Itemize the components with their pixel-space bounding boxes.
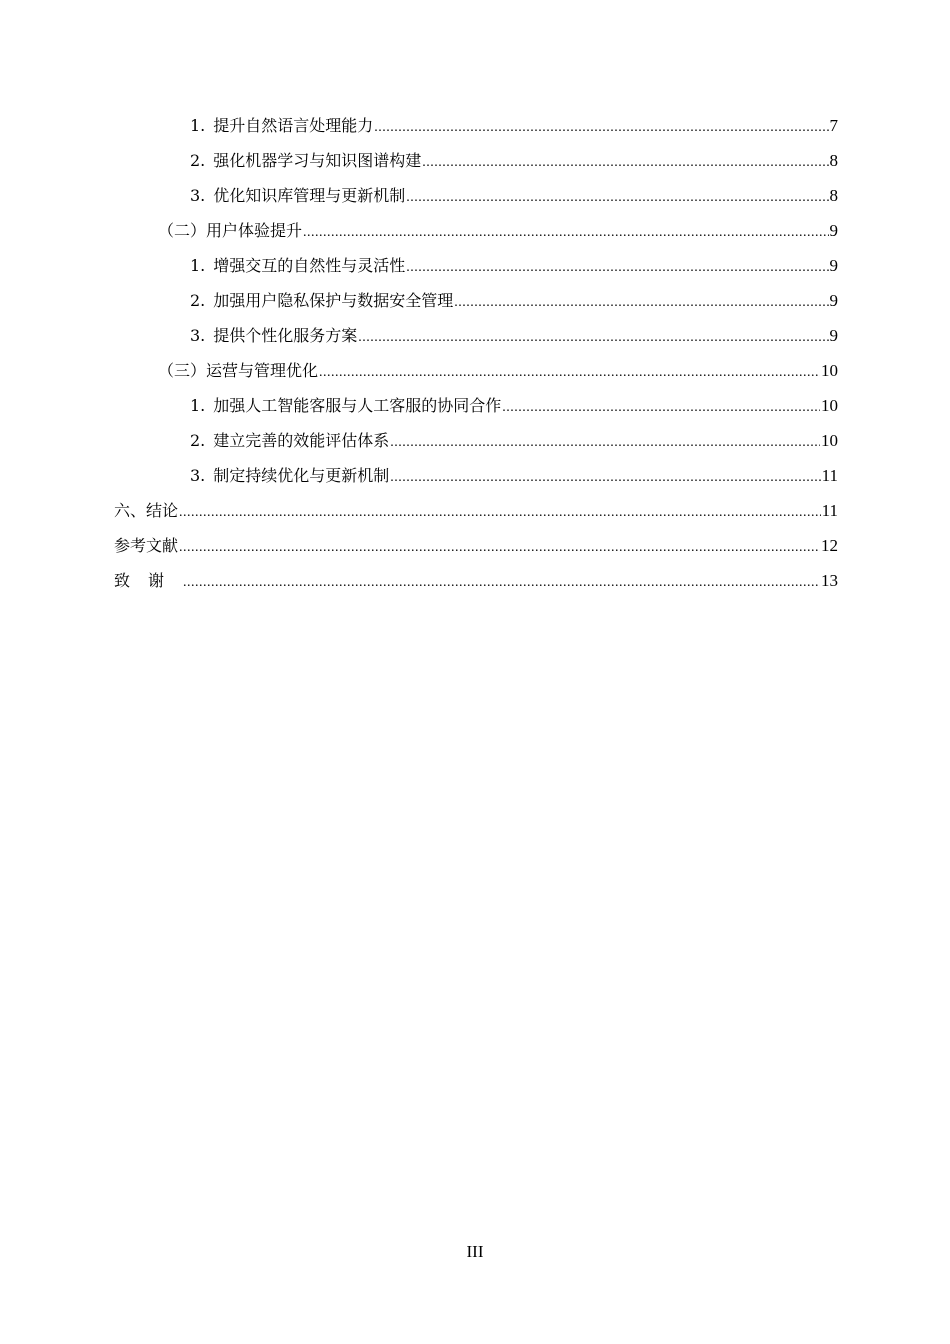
- toc-entry-page: 7: [829, 116, 838, 135]
- toc-section-entry[interactable]: [114, 215, 838, 250]
- toc-entry-page: 13: [821, 571, 838, 590]
- toc-entry-page: 10: [821, 396, 838, 415]
- toc-leader-dots: [179, 497, 821, 528]
- toc-entry-title: 参考文献: [114, 536, 179, 555]
- toc-chapter-entry[interactable]: [114, 565, 838, 600]
- toc-leader-dots: [179, 532, 820, 563]
- toc-entry-page: 8: [829, 186, 838, 205]
- toc-entry-page: 9: [829, 291, 838, 310]
- toc-leader-dots: [303, 217, 828, 248]
- toc-chapter-entry[interactable]: [114, 530, 838, 565]
- toc-entry-title: 提升自然语言处理能力: [213, 116, 374, 135]
- table-of-contents: [114, 110, 838, 600]
- toc-entry[interactable]: [114, 390, 838, 425]
- toc-entry-page: 9: [829, 221, 838, 240]
- toc-entry-page: 12: [821, 536, 838, 555]
- toc-entry-title: 致谢: [114, 571, 183, 590]
- toc-entry[interactable]: [114, 110, 838, 145]
- toc-entry-title: 六、结论: [114, 501, 179, 520]
- toc-entry-title: 优化知识库管理与更新机制: [213, 186, 406, 205]
- toc-entry-title: 制定持续优化与更新机制: [213, 466, 390, 485]
- toc-leader-dots: [390, 462, 820, 493]
- toc-entry-number: 2.: [190, 431, 206, 450]
- toc-leader-dots: [502, 392, 820, 423]
- toc-entry[interactable]: [114, 320, 838, 355]
- toc-entry-number: 3.: [190, 326, 206, 345]
- toc-entry-page: 11: [821, 466, 838, 485]
- toc-entry[interactable]: [114, 460, 838, 495]
- toc-entry-page: 11: [821, 501, 838, 520]
- toc-entry[interactable]: [114, 180, 838, 215]
- toc-entry[interactable]: [114, 285, 838, 320]
- toc-entry-number: 3.: [190, 466, 206, 485]
- toc-leader-dots: [319, 357, 820, 388]
- toc-leader-dots: [358, 322, 828, 353]
- toc-entry-page: 9: [829, 326, 838, 345]
- toc-entry-number: 2.: [190, 151, 206, 170]
- toc-entry-page: 10: [821, 431, 838, 450]
- toc-entry-title: 加强用户隐私保护与数据安全管理: [213, 291, 454, 310]
- toc-entry-title: 增强交互的自然性与灵活性: [213, 256, 406, 275]
- toc-entry-title: 强化机器学习与知识图谱构建: [213, 151, 422, 170]
- toc-leader-dots: [390, 427, 820, 458]
- toc-entry-number: 3.: [190, 186, 206, 205]
- toc-leader-dots: [183, 567, 820, 598]
- toc-entry[interactable]: [114, 145, 838, 180]
- page-number: III: [466, 1242, 484, 1261]
- toc-entry-number: 1.: [190, 116, 206, 135]
- toc-leader-dots: [406, 252, 828, 283]
- toc-entry-title: （二）用户体验提升: [158, 221, 303, 240]
- toc-leader-dots: [454, 287, 828, 318]
- toc-entry-title: 建立完善的效能评估体系: [213, 431, 390, 450]
- toc-entry[interactable]: [114, 425, 838, 460]
- toc-chapter-entry[interactable]: [114, 495, 838, 530]
- toc-entry-title: （三）运营与管理优化: [158, 361, 319, 380]
- toc-entry-title: 加强人工智能客服与人工客服的协同合作: [213, 396, 502, 415]
- toc-entry-number: 1.: [190, 396, 206, 415]
- toc-leader-dots: [406, 182, 828, 213]
- toc-section-entry[interactable]: [114, 355, 838, 390]
- toc-entry-page: 9: [829, 256, 838, 275]
- toc-leader-dots: [374, 112, 828, 143]
- toc-entry-page: 10: [821, 361, 838, 380]
- toc-entry-title: 提供个性化服务方案: [213, 326, 358, 345]
- toc-entry-page: 8: [829, 151, 838, 170]
- toc-leader-dots: [422, 147, 828, 178]
- toc-entry[interactable]: [114, 250, 838, 285]
- toc-entry-number: 1.: [190, 256, 206, 275]
- toc-entry-number: 2.: [190, 291, 206, 310]
